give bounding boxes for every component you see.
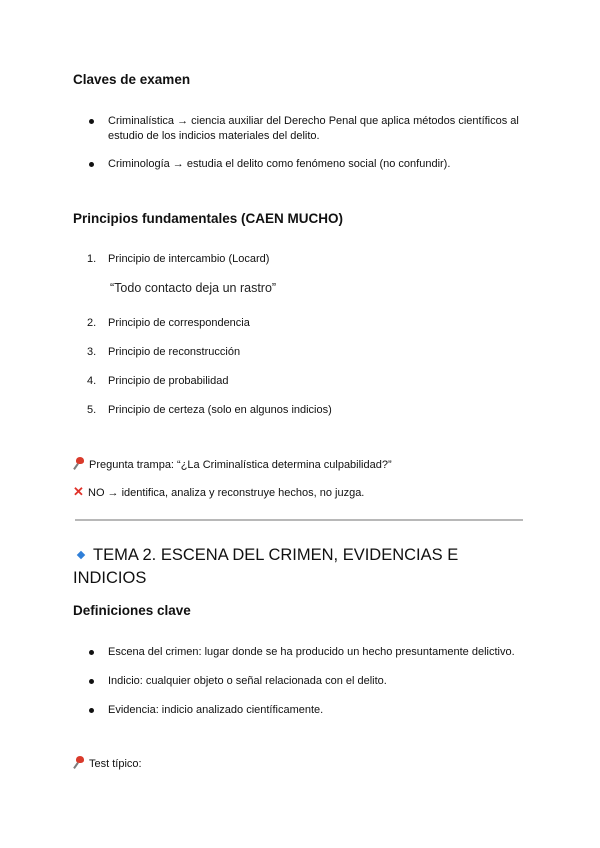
trap-question-note — [73, 457, 392, 473]
item-text: Principio de probabilidad — [108, 375, 229, 387]
cross-mark-icon: ✕ — [73, 484, 84, 499]
bullet-icon — [89, 119, 94, 124]
numbered-item — [87, 374, 527, 389]
item-text: Principio de reconstrucción — [108, 346, 241, 358]
tema-2-title-text: TEMA 2. ESCENA DEL CRIMEN, EVIDENCIAS E INDICIOS — [73, 546, 459, 587]
answer-text: NO → identifica, analiza y reconstruye hechos, no juzga. — [88, 487, 365, 499]
list-item-text: Criminalística → ciencia auxiliar del Derecho Penal que aplica métodos científicos al estudio de los indicios materiales del delito. — [108, 115, 519, 142]
item-number: 5. — [87, 404, 97, 416]
principle-quote: “Todo contacto deja un rastro” — [110, 281, 277, 295]
item-number: 2. — [87, 317, 97, 329]
numbered-item — [87, 252, 527, 267]
list-item — [87, 114, 527, 144]
list-item-text: Evidencia: indicio analizado científicamente. — [108, 704, 324, 716]
bullet-icon — [89, 708, 94, 713]
list-item-text: Criminología → estudia el delito como fenómeno social (no confundir). — [108, 158, 451, 170]
bullet-icon — [89, 650, 94, 655]
list-item — [87, 703, 527, 718]
numbered-item — [87, 316, 527, 331]
bullet-icon — [89, 162, 94, 167]
item-number: 4. — [87, 375, 97, 387]
item-text: Principio de certeza (solo en algunos indicios) — [108, 404, 332, 416]
numbered-item — [87, 403, 527, 418]
section-heading-claves: Claves de examen — [73, 72, 191, 87]
list-item-text: Escena del crimen: lugar donde se ha producido un hecho presuntamente delictivo. — [108, 646, 515, 658]
answer-note — [73, 484, 364, 501]
blue-diamond-icon — [77, 550, 85, 558]
list-item — [87, 645, 527, 660]
item-number: 3. — [87, 346, 97, 358]
section-heading-definiciones: Definiciones clave — [73, 603, 191, 618]
item-number: 1. — [87, 253, 97, 265]
tema-2-title — [73, 544, 533, 590]
pushpin-icon — [73, 457, 86, 469]
bullet-icon — [89, 679, 94, 684]
test-typical-text: Test típico: — [89, 758, 142, 770]
list-item — [87, 157, 527, 172]
pushpin-icon — [73, 756, 86, 768]
numbered-item — [87, 345, 527, 360]
item-text: Principio de correspondencia — [108, 317, 250, 329]
item-text: Principio de intercambio (Locard) — [108, 253, 270, 265]
trap-question-text: Pregunta trampa: “¿La Criminalística determina culpabilidad?” — [89, 459, 392, 471]
section-heading-principios: Principios fundamentales (CAEN MUCHO) — [73, 211, 344, 226]
test-typical-note — [73, 756, 142, 772]
list-item-text: Indicio: cualquier objeto o señal relacionada con el delito. — [108, 675, 387, 687]
horizontal-divider — [75, 519, 523, 521]
list-item — [87, 674, 527, 689]
